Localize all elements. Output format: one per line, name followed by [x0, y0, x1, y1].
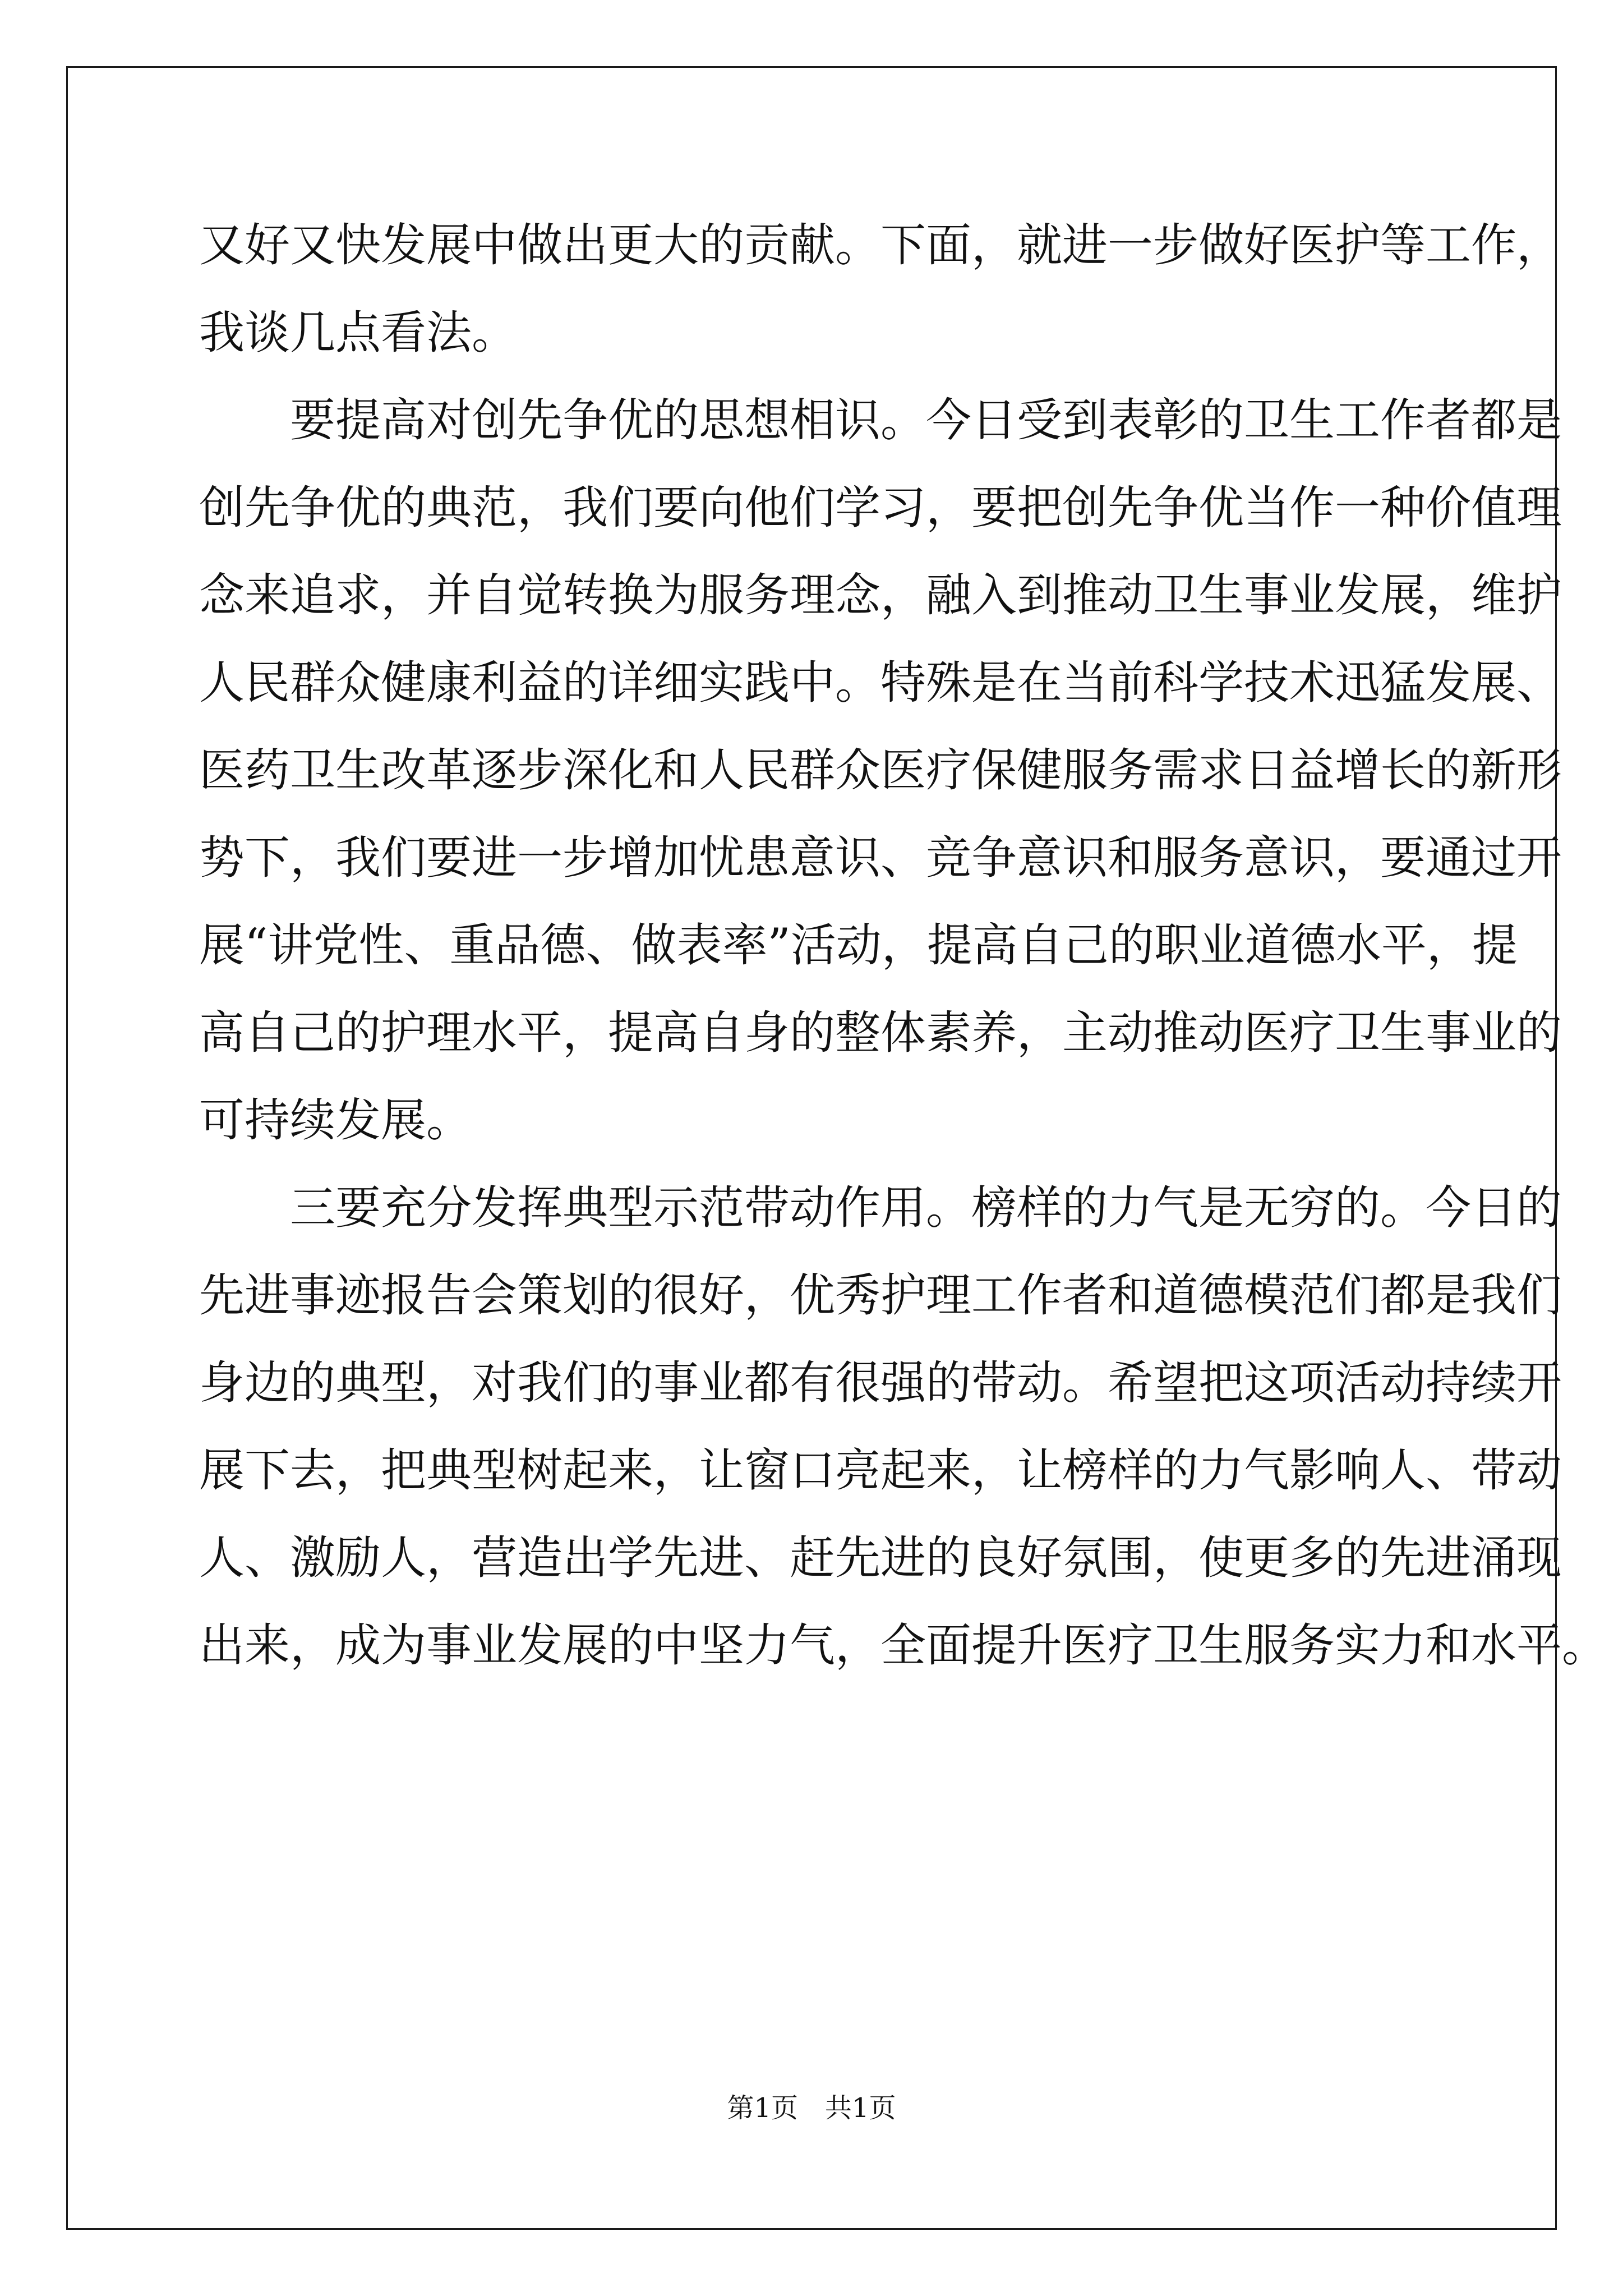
text-line: 人、激励人，营造出学先进、赶先进的良好氛围，使更多的先进涌现 — [199, 1532, 1562, 1585]
text-line: 要提高对创先争优的思想相识。今日受到表彰的卫生工作者都是 — [199, 394, 1562, 447]
page-footer: 第1页 共1页 — [727, 2092, 896, 2124]
text-line: 念来追求，并自觉转换为服务理念，融入到推动卫生事业发展，维护 — [199, 569, 1562, 622]
text-line: 又好又快发展中做出更大的贡献。下面，就进一步做好医护等工作， — [199, 219, 1562, 272]
text-line: 势下，我们要进一步增加忧患意识、竞争意识和服务意识，要通过开 — [199, 832, 1562, 885]
text-line: 出来，成为事业发展的中坚力气，全面提升医疗卫生服务实力和水平。 — [199, 1619, 1608, 1672]
text-line: 高自己的护理水平，提高自身的整体素养，主动推动医疗卫生事业的 — [199, 1007, 1562, 1060]
document-body — [199, 202, 1608, 1690]
text-line: 创先争优的典范，我们要向他们学习，要把创先争优当作一种价值理 — [199, 482, 1562, 535]
text-line: 我谈几点看法。 — [199, 307, 518, 360]
text-line: 展下去，把典型树起来，让窗口亮起来，让榜样的力气影响人、带动 — [199, 1444, 1562, 1497]
text-line: 医药卫生改革逐步深化和人民群众医疗保健服务需求日益增长的新形 — [199, 744, 1562, 797]
text-line: 先进事迹报告会策划的很好，优秀护理工作者和道德模范们都是我们 — [199, 1269, 1562, 1322]
text-line: 展“讲党性、重品德、做表率”活动，提高自己的职业道德水平，提 — [199, 919, 1518, 972]
text-line: 三要充分发挥典型示范带动作用。榜样的力气是无穷的。今日的 — [199, 1182, 1562, 1235]
text-line: 可持续发展。 — [199, 1094, 472, 1147]
text-line: 人民群众健康利益的详细实践中。特殊是在当前科学技术迅猛发展、 — [199, 657, 1562, 710]
text-line: 身边的典型，对我们的事业都有很强的带动。希望把这项活动持续开 — [199, 1357, 1562, 1410]
